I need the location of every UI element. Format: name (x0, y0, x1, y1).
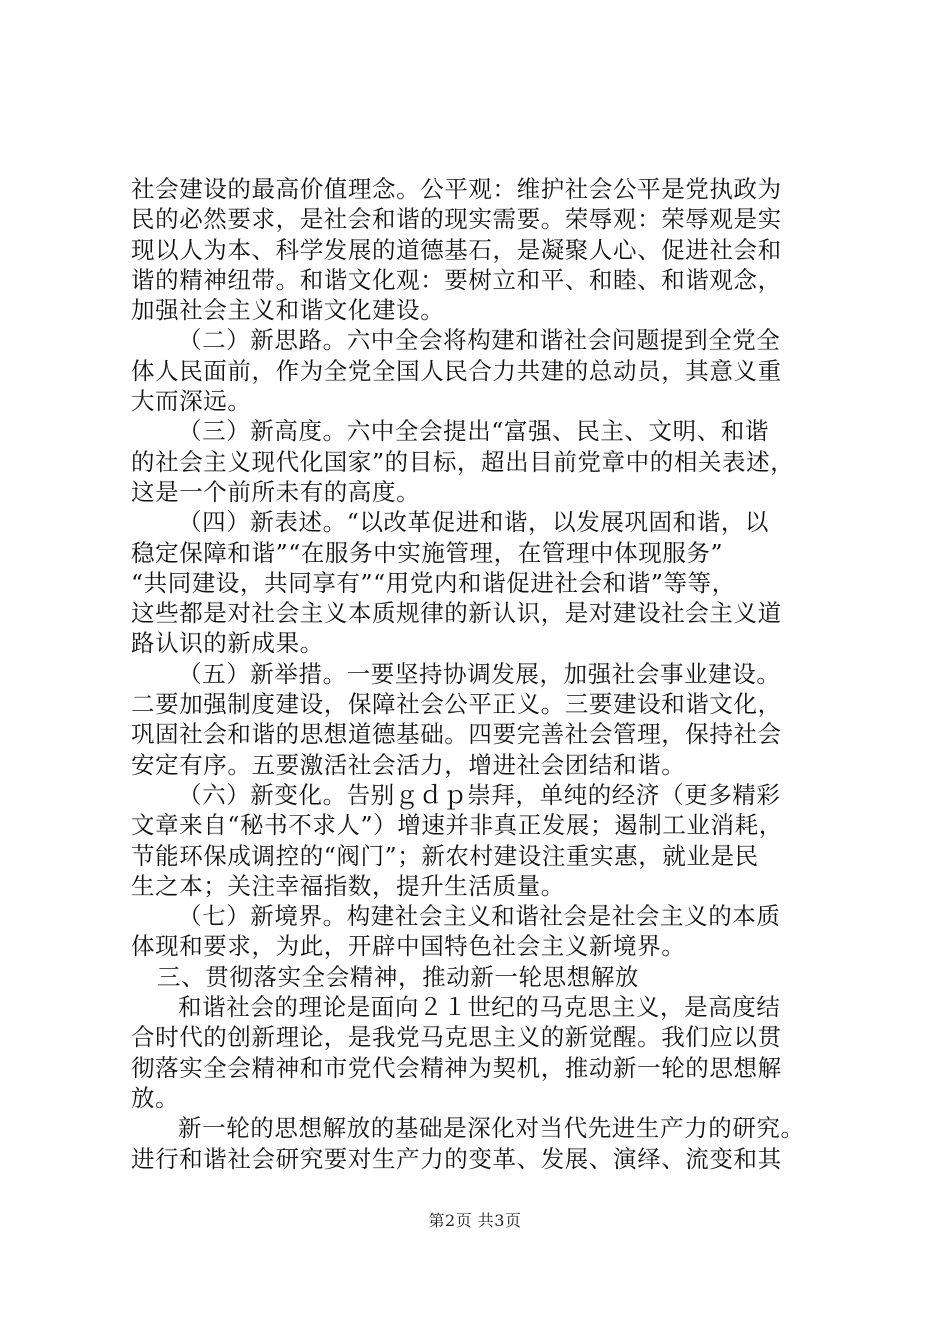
text-line: 民的必然要求，是社会和谐的现实需要。荣辱观：荣辱观是实 (131, 205, 782, 234)
text-line: 彻落实全会精神和市党代会精神为契机，推动新一轮的思想解 (131, 1053, 782, 1082)
text-line: 放。 (131, 1083, 180, 1112)
text-line: “共同建设，共同享有”“用党内和谐促进社会和谐”等等， (131, 568, 736, 597)
text-line: 体人民面前，作为全党全国人民合力共建的总动员，其意义重 (131, 356, 782, 385)
text-line: 安定有序。五要激活社会活力，增进社会团结和谐。 (131, 750, 686, 779)
text-line: 三、贯彻落实全会精神，推动新一轮思想解放 (157, 962, 639, 991)
text-line: 和谐社会的理论是面向２１世纪的马克思主义，是高度结 (178, 993, 781, 1022)
text-line: 这是一个前所未有的高度。 (131, 477, 421, 506)
text-line: 路认识的新成果。 (131, 629, 324, 658)
text-line: （七）新境界。构建社会主义和谐社会是社会主义的本质 (178, 902, 781, 931)
text-line: 文章来自“秘书不求人”）增速并非真正发展；遏制工业消耗， (131, 811, 783, 840)
text-line: 社会建设的最高价值理念。公平观：维护社会公平是党执政为 (131, 175, 782, 203)
text-line: （二）新思路。六中全会将构建和谐社会问题提到全党全 (178, 326, 781, 355)
text-line: 节能环保成调控的“阀门”；新农村建设注重实惠，就业是民 (131, 841, 759, 870)
text-line: （三）新高度。六中全会提出“富强、民主、文明、和谐 (178, 417, 770, 446)
text-line: 体现和要求，为此，开辟中国特色社会主义新境界。 (131, 932, 686, 961)
text-line: （六）新变化。告别ｇｄｐ崇拜，单纯的经济（更多精彩 (178, 780, 781, 809)
text-line: 的社会主义现代化国家”的目标，超出目前党章中的相关表述， (131, 447, 795, 476)
text-line: 谐的精神纽带。和谐文化观：要树立和平、和睦、和谐观念， (131, 265, 782, 294)
text-line: 合时代的创新理论，是我党马克思主义的新觉醒。我们应以贯 (131, 1023, 782, 1052)
page-footer: 第2页 共3页 (428, 1211, 522, 1230)
text-line: 稳定保障和谐”“在服务中实施管理，在管理中体现服务” (131, 538, 724, 567)
text-line: 生之本；关注幸福指数，提升生活质量。 (131, 871, 565, 900)
text-line: 新一轮的思想解放的基础是深化对当代先进生产力的研究。 (178, 1114, 805, 1143)
text-line: 进行和谐社会研究要对生产力的变革、发展、演绎、流变和其 (131, 1144, 782, 1173)
text-line: 二要加强制度建设，保障社会公平正义。三要建设和谐文化， (131, 690, 782, 719)
text-line: （四）新表述。“以改革促进和谐，以发展巩固和谐，以 (178, 508, 770, 537)
text-line: 现以人为本、科学发展的道德基石，是凝聚人心、促进社会和 (131, 235, 782, 264)
text-line: 这些都是对社会主义本质规律的新认识，是对建设社会主义道 (131, 599, 782, 628)
text-line: 加强社会主义和谐文化建设。 (131, 296, 445, 325)
text-line: 巩固社会和谐的思想道德基础。四要完善社会管理，保持社会 (131, 720, 782, 749)
document-body (131, 174, 831, 1174)
text-line: （五）新举措。一要坚持协调发展，加强社会事业建设。 (178, 659, 781, 688)
text-line: 大而深远。 (131, 387, 252, 416)
